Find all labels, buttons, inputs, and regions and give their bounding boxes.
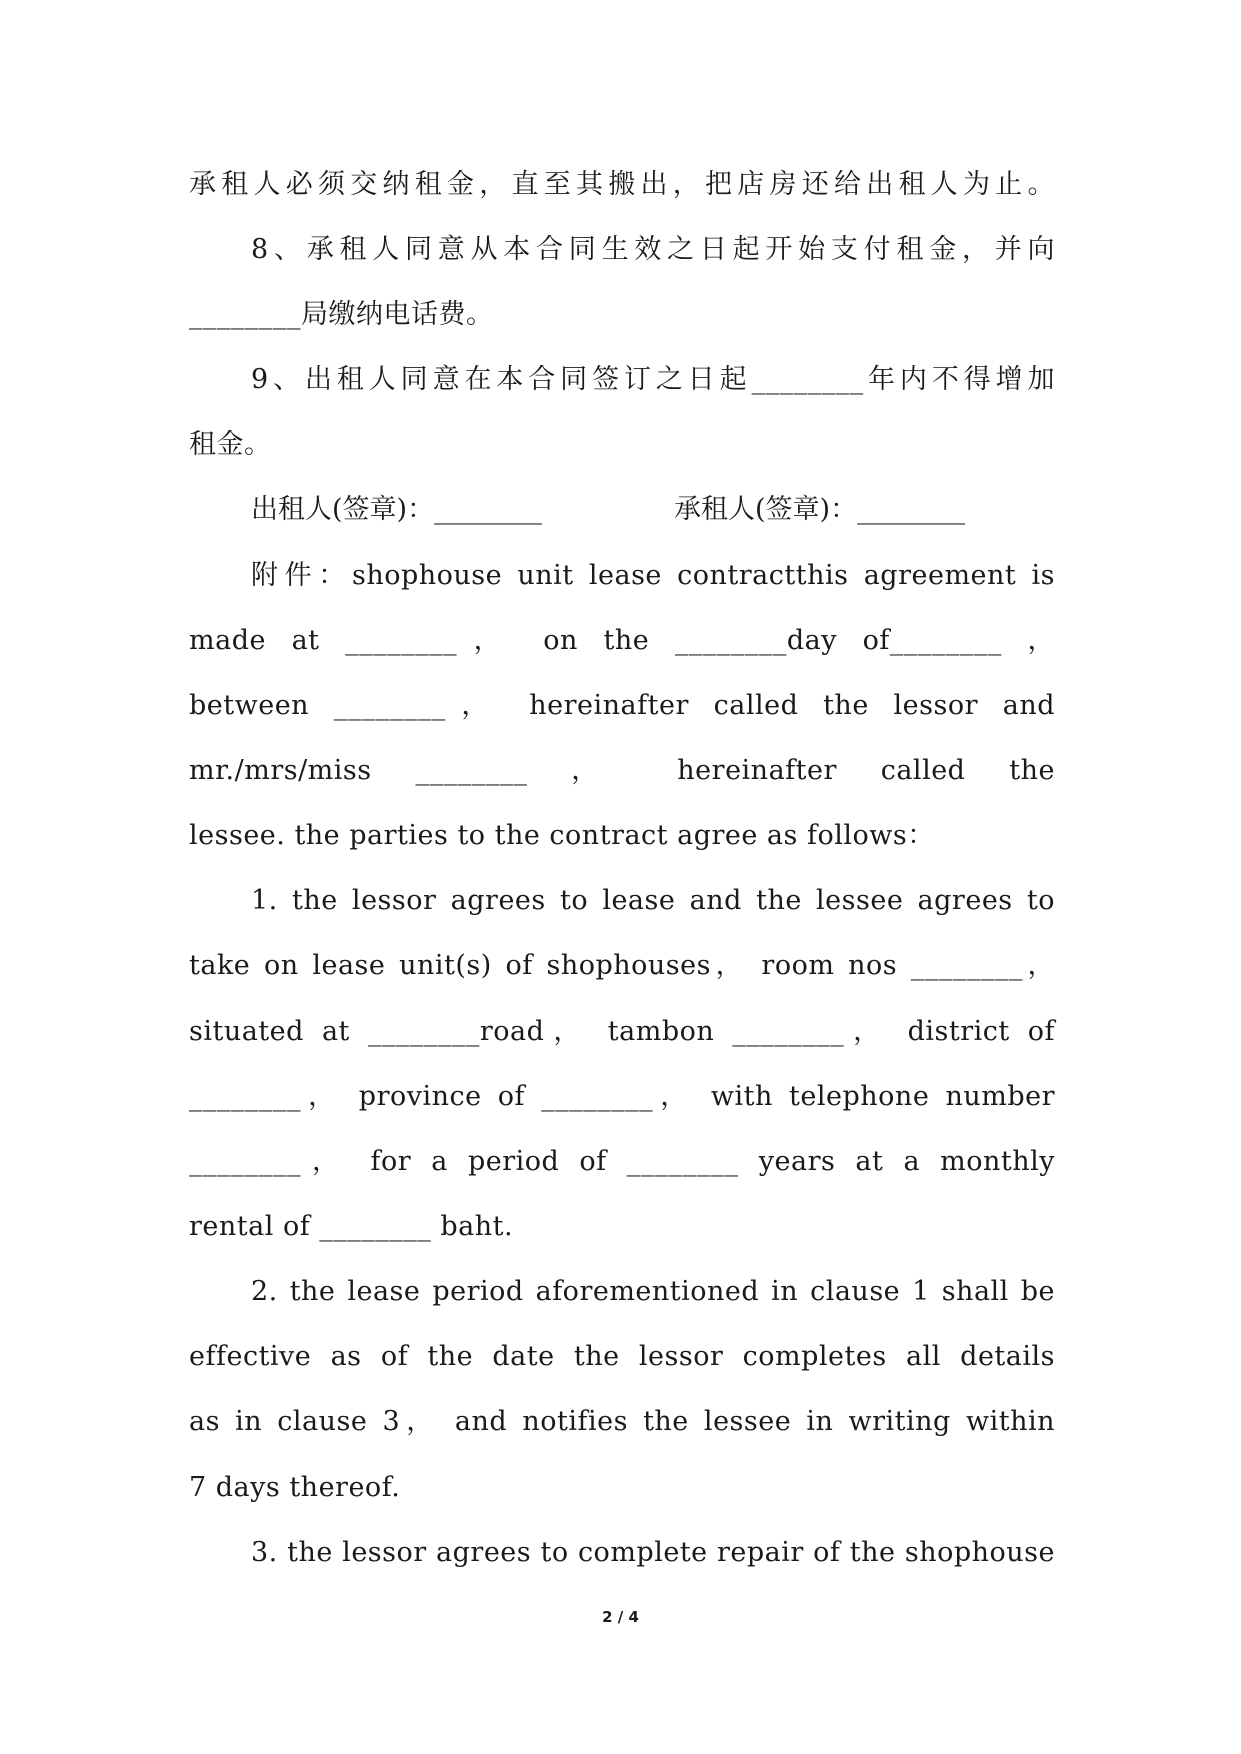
text-line: mr./mrs/miss ________ ， hereinafter called the [189, 755, 1055, 786]
text-line: 2. the lease period aforementioned in clause 1 shall be [251, 1276, 1055, 1307]
text-line: 9、出租人同意在本合同签订之日起________年内不得增加 [251, 364, 1055, 395]
text-line: 1. the lessor agrees to lease and the lessee agrees to [251, 885, 1055, 916]
text-line: 租金。 [189, 429, 272, 460]
text-line: effective as of the date the lessor completes all details [189, 1341, 1055, 1372]
page-number: 2 / 4 [602, 1608, 639, 1626]
text-line: 3. the lessor agrees to complete repair of the shophouse [251, 1537, 1055, 1568]
text-line: 7 days thereof. [189, 1472, 401, 1503]
text-line: ________， province of ________， with telephone number [189, 1081, 1055, 1112]
text-line: ________， for a period of ________ years at a monthly [189, 1146, 1055, 1177]
text-line: situated at ________road， tambon ________， district of [189, 1016, 1055, 1047]
text-line: 8、承租人同意从本合同生效之日起开始支付租金，并向 [251, 234, 1055, 265]
text-line: take on lease unit(s) of shophouses， room nos ________， [189, 950, 1055, 981]
text-line: ________局缴纳电话费。 [189, 299, 494, 330]
text-line: made at ________， on the ________day of________ ， [189, 625, 1055, 656]
lessor-signature: 出租人(签章)：________ [251, 494, 543, 525]
text-line: 承租人必须交纳租金，直至其搬出，把店房还给出租人为止。 [189, 169, 1055, 200]
text-line: between ________， hereinafter called the lessor and [189, 690, 1055, 721]
text-line: 附件：shophouse unit lease contractthis agreement is [251, 560, 1055, 591]
text-line: lessee. the parties to the contract agree as follows： [189, 820, 935, 851]
text-line: as in clause 3， and notifies the lessee in writing within [189, 1406, 1055, 1437]
text-line: rental of ________ baht. [189, 1211, 514, 1242]
lessee-signature: 承租人(签章)：________ [674, 494, 966, 525]
